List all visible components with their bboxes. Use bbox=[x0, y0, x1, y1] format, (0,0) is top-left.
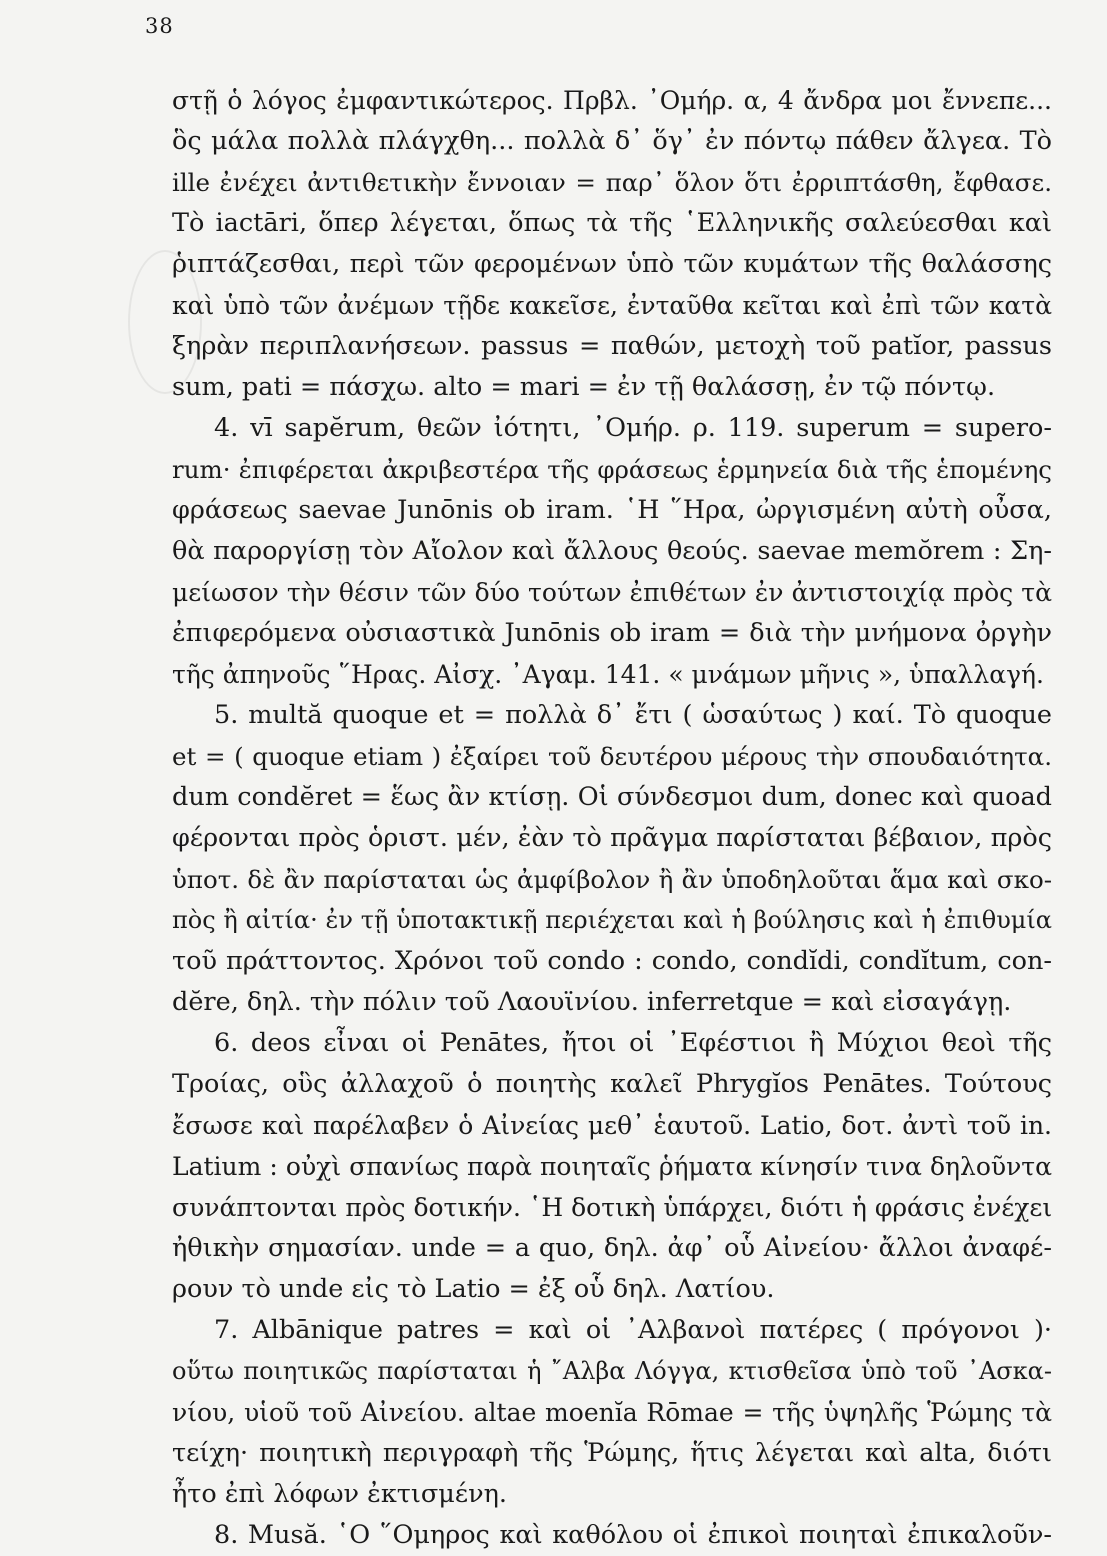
text-line: dum condĕret = ἕως ἂν κτίσῃ. Οἱ σύνδεσμοι dum, donec καὶ quoad bbox=[172, 782, 1052, 812]
text-line: ρουν τὸ unde εἰς τὸ Latio = ἐξ οὗ δηλ. Λατίου. bbox=[172, 1274, 775, 1304]
text-line: 5. multă quoque et = πολλὰ δ᾽ ἔτι ( ὡσαύτως ) καί. Τὸ quoque bbox=[214, 700, 1052, 730]
text-line: μείωσον τὴν θέσιν τῶν δύο τούτων ἐπιθέτων ἐν ἀντιστοιχίᾳ πρὸς τὰ bbox=[172, 578, 1052, 607]
text-line: Latium : οὐχὶ σπανίως παρὰ ποιηταῖς ῥήματα κίνησίν τινα δηλοῦντα bbox=[172, 1152, 1052, 1181]
text-line: ἠθικὴν σημασίαν. unde = a quo, δηλ. ἀφ᾽ οὗ Αἰνείου· ἄλλοι ἀναφέ- bbox=[172, 1233, 1052, 1263]
text-line: 8. Musă. ῾Ο ῞Ομηρος καὶ καθόλου οἱ ἐπικοὶ ποιηταὶ ἐπικαλοῦν- bbox=[214, 1520, 1052, 1550]
text-line: dĕre, δηλ. τὴν πόλιν τοῦ Λαουϊνίου. inferretque = καὶ εἰσαγάγῃ. bbox=[172, 987, 1012, 1017]
text-line: οὕτω ποιητικῶς παρίσταται ἡ ῎Αλβα Λόγγα, κτισθεῖσα ὑπὸ τοῦ ᾿Ασκα- bbox=[172, 1357, 1052, 1385]
text-line: ξηρὰν περιπλανήσεων. passus = παθών, μετοχὴ τοῦ patĭor, passus bbox=[172, 331, 1052, 361]
text-line: ὑποτ. δὲ ἂν παρίσταται ὡς ἀμφίβολον ἢ ἂν ὑποδηλοῦται ἅμα καὶ σκο- bbox=[172, 865, 1052, 894]
text-line: Τροίας, οὓς ἀλλαχοῦ ὁ ποιητὴς καλεῖ Phrygĭos Penātes. Τούτους bbox=[172, 1069, 1052, 1099]
text-line: τῆς ἀπηνοῦς ῞Ηρας. Αἰσχ. ᾿Αγαμ. 141. « μνάμων μῆνις », ὑπαλλαγή. bbox=[172, 660, 1044, 689]
text-line: rum· ἐπιφέρεται ἀκριβεστέρα τῆς φράσεως ἑρμηνεία διὰ τῆς ἑπομένης bbox=[172, 455, 1052, 484]
text-line: φράσεως saevae Junōnis ob iram. ῾Η ῞Ηρα, ὠργισμένη αὐτὴ οὖσα, bbox=[172, 495, 1052, 525]
text-line: στῇ ὁ λόγος ἐμφαντικώτερος. Πρβλ. ᾿Ομήρ. α, 4 ἄνδρα μοι ἔννεπε... bbox=[172, 86, 1052, 115]
text-line: 7. Albānique patres = καὶ οἱ ᾿Αλβανοὶ πατέρες ( πρόγονοι )· bbox=[214, 1315, 1052, 1345]
text-line: φέρονται πρὸς ὁριστ. μέν, ἐὰν τὸ πρᾶγμα παρίσταται βέβαιον, πρὸς bbox=[172, 823, 1052, 853]
page-number: 38 bbox=[145, 14, 174, 38]
body-text bbox=[172, 80, 1052, 1556]
text-line: Τὸ iactāri, ὅπερ λέγεται, ὅπως τὰ τῆς ῾Ελληνικῆς σαλεύεσθαι καὶ bbox=[172, 208, 1052, 238]
text-line: 6. deos εἶναι οἱ Penātes, ἤτοι οἱ ᾿Εφέστιοι ἢ Μύχιοι θεοὶ τῆς bbox=[214, 1028, 1052, 1058]
text-line: πὸς ἢ αἰτία· ἐν τῇ ὑποτακτικῇ περιέχεται καὶ ἡ βούλησις καὶ ἡ ἐπιθυμία bbox=[172, 906, 1052, 934]
text-line: καὶ ὑπὸ τῶν ἀνέμων τῇδε κακεῖσε, ἐνταῦθα κεῖται καὶ ἐπὶ τῶν κατὰ bbox=[172, 291, 1052, 320]
text-line: νίου, υἱοῦ τοῦ Αἰνείου. altae moenĭa Rōmae = τῆς ὑψηλῆς Ῥώμης τὰ bbox=[172, 1398, 1052, 1427]
text-line: ὃς μάλα πολλὰ πλάγχθη... πολλὰ δ᾽ ὅγ᾽ ἐν πόντῳ πάθεν ἄλγεα. Τὸ bbox=[172, 126, 1052, 156]
text-line: ille ἐνέχει ἀντιθετικὴν ἔννοιαν = παρ᾽ ὅλον ὅτι ἐρριπτάσθη, ἔφθασε. bbox=[172, 168, 1052, 197]
text-line: τείχη· ποιητικὴ περιγραφὴ τῆς Ῥώμης, ἥτις λέγεται καὶ alta, διότι bbox=[172, 1438, 1052, 1468]
text-line: ἐπιφερόμενα οὐσιαστικὰ Junōnis ob iram = διὰ τὴν μνήμονα ὀργὴν bbox=[172, 618, 1052, 648]
text-line: sum, pati = πάσχω. alto = mari = ἐν τῇ θαλάσσῃ, ἐν τῷ πόντῳ. bbox=[172, 372, 996, 402]
text-line: συνάπτονται πρὸς δοτικήν. ῾Η δοτικὴ ὑπάρχει, διότι ἡ φράσις ἐνέχει bbox=[172, 1193, 1053, 1222]
text-line: τοῦ πράττοντος. Χρόνοι τοῦ condo : condo, condĭdi, condĭtum, con- bbox=[172, 946, 1052, 976]
text-line: ἔσωσε καὶ παρέλαβεν ὁ Αἰνείας μεθ᾽ ἑαυτοῦ. Latio, δοτ. ἀντὶ τοῦ in. bbox=[172, 1111, 1052, 1140]
text-line: et = ( quoque etiam ) ἐξαίρει τοῦ δευτέρου μέρους τὴν σπουδαιότητα. bbox=[172, 742, 1052, 771]
text-line: ῥιπτάζεσθαι, περὶ τῶν φερομένων ὑπὸ τῶν κυμάτων τῆς θαλάσσης bbox=[172, 249, 1052, 279]
text-line: 4. vī sapĕrum, θεῶν ἰότητι, ᾿Ομήρ. ρ. 119. superum = supero- bbox=[214, 413, 1052, 443]
text-line: θὰ παροργίσῃ τὸν Αἴολον καὶ ἄλλους θεούς. saevae memŏrem : Ση- bbox=[172, 536, 1052, 566]
text-line: ἦτο ἐπὶ λόφων ἐκτισμένη. bbox=[172, 1479, 507, 1509]
